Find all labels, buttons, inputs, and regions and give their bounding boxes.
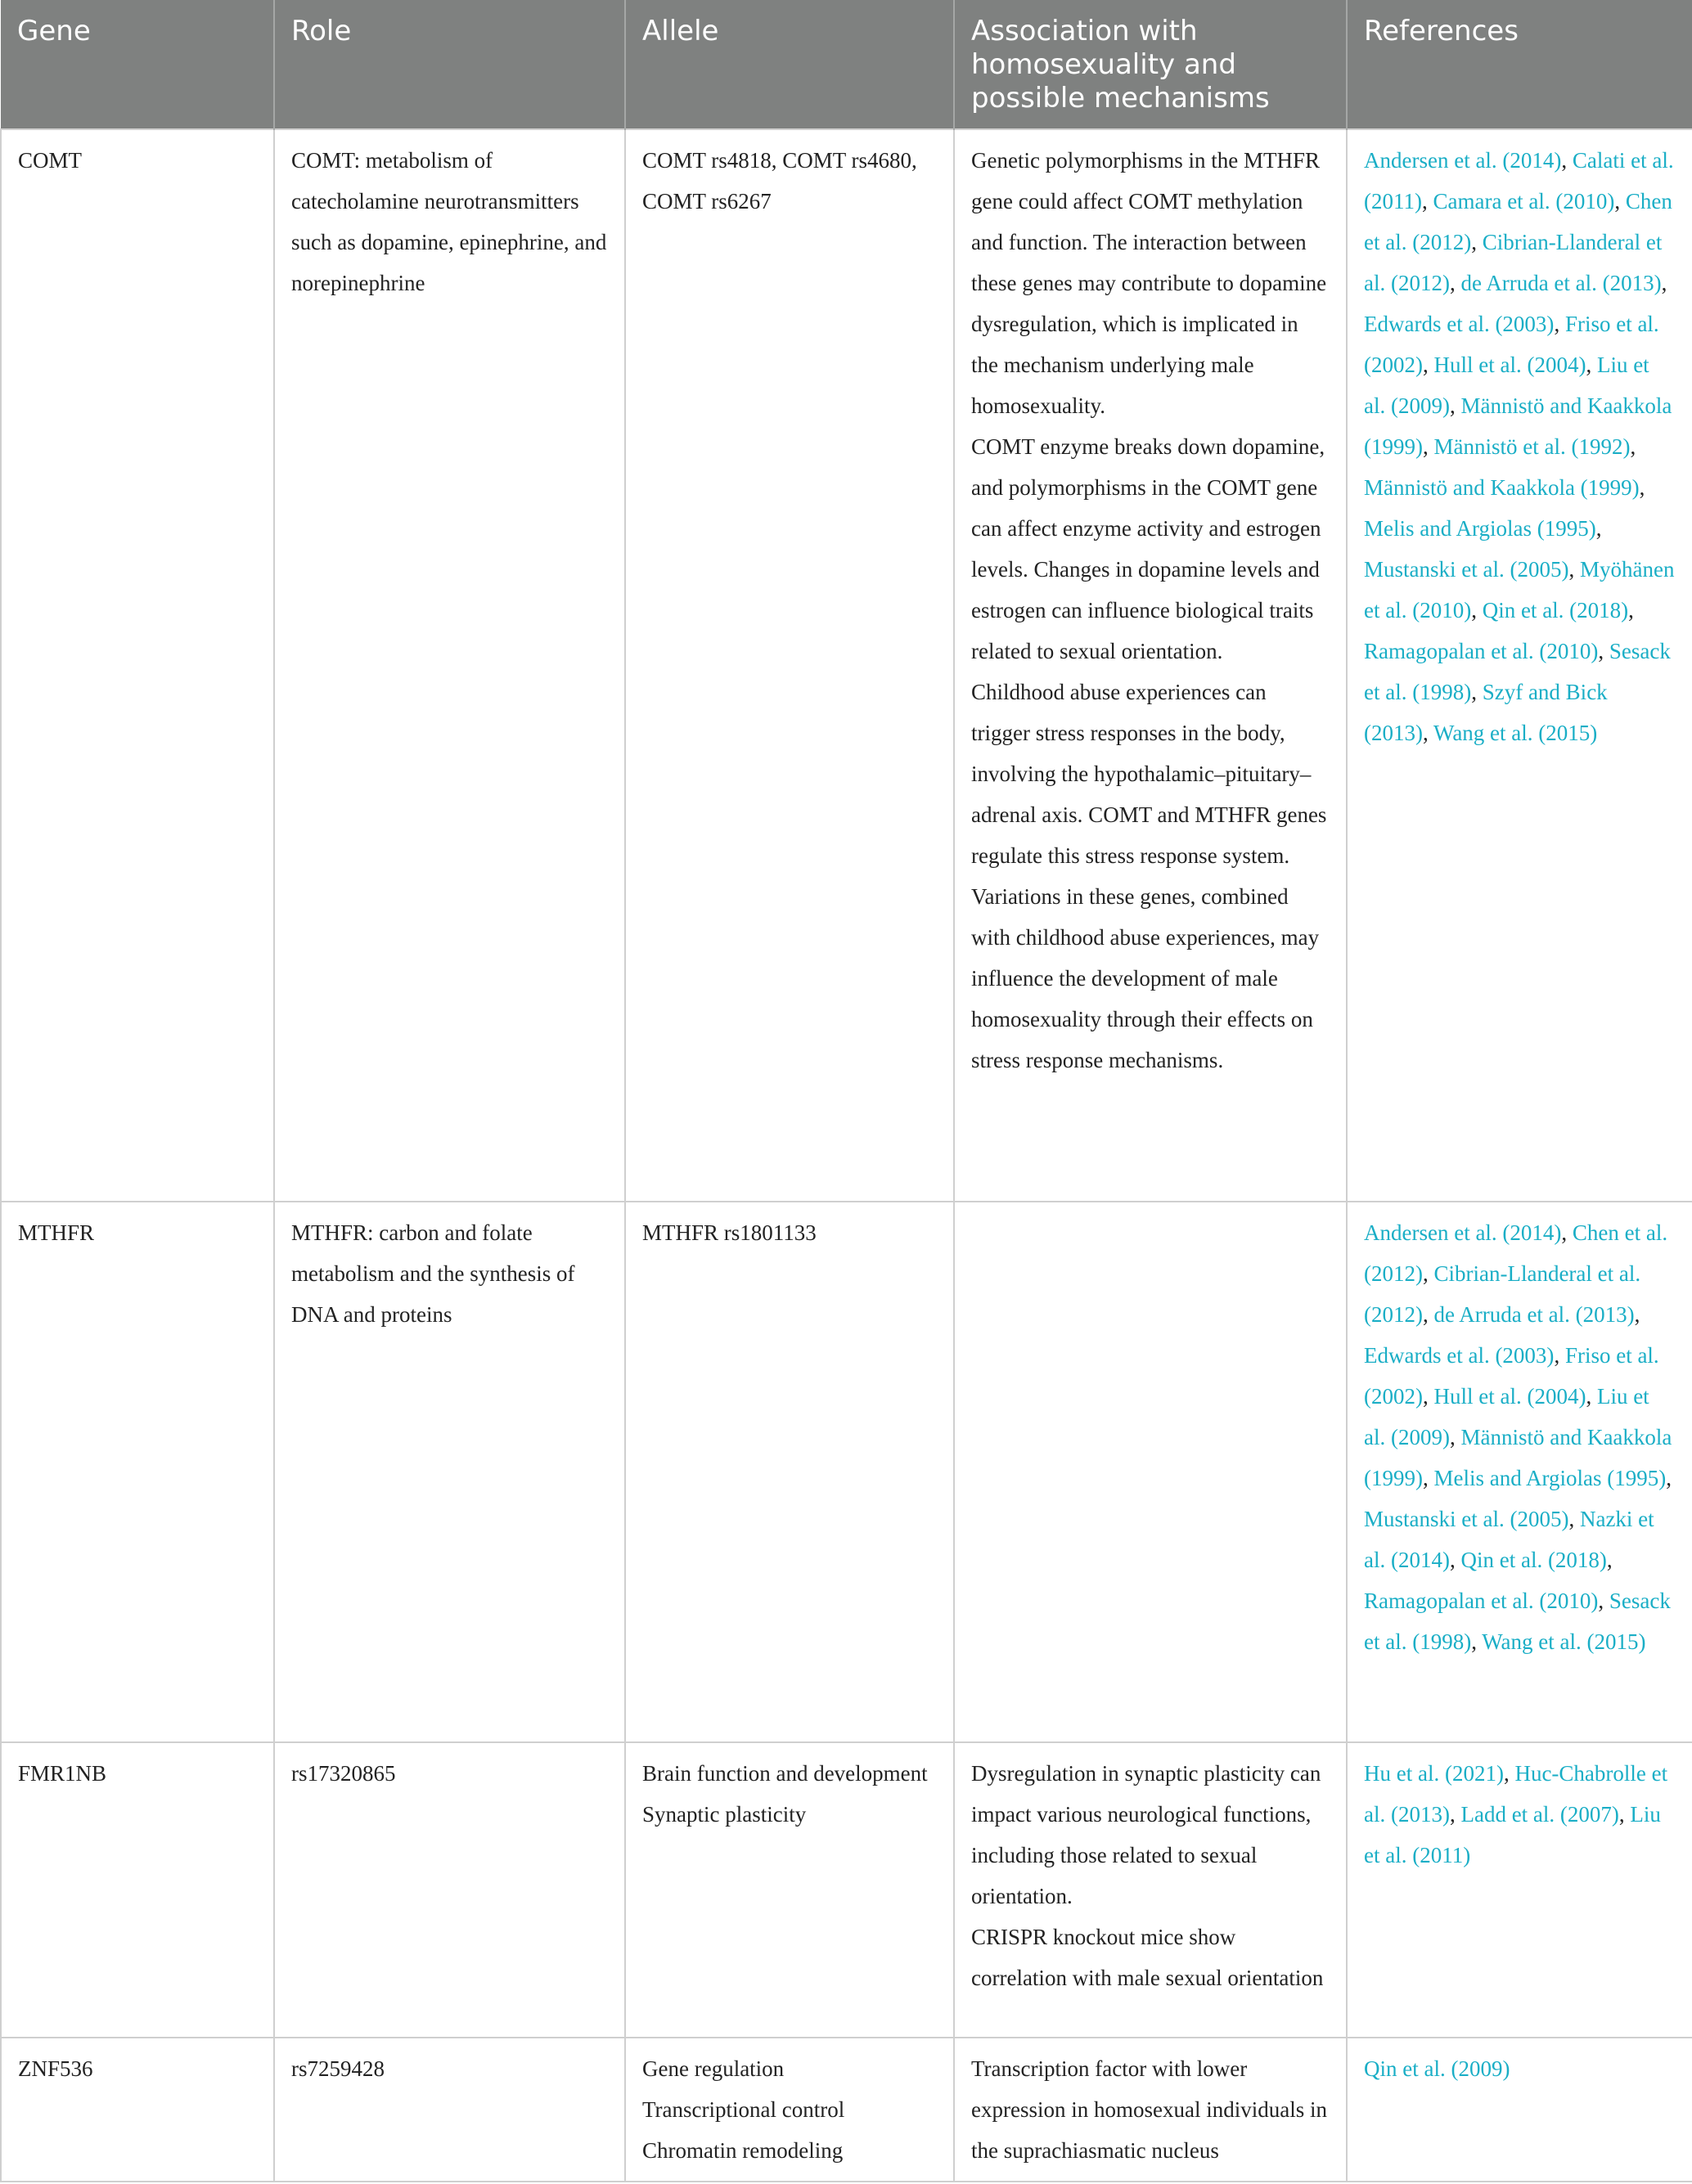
role-cell: [274, 2038, 625, 2182]
header-references: References: [1347, 0, 1692, 129]
gene-cell: [1, 2038, 274, 2182]
reference-separator: ,: [1630, 434, 1636, 459]
gene-cell: [1, 129, 274, 1202]
reference-separator: ,: [1471, 230, 1483, 254]
reference-link[interactable]: Andersen et al. (2014): [1364, 148, 1562, 173]
reference-link[interactable]: Chen et al. (2012): [1364, 1220, 1668, 1286]
association-cell: [954, 129, 1347, 1202]
allele-text: Chromatin remodeling: [642, 2138, 844, 2163]
reference-link[interactable]: Sesack et al. (1998): [1364, 639, 1671, 704]
reference-separator: ,: [1618, 1802, 1631, 1827]
table-row: [1, 1202, 1692, 1742]
reference-link[interactable]: Cibrian-Llanderal et al. (2012): [1364, 1261, 1641, 1327]
reference-separator: ,: [1422, 1384, 1434, 1409]
reference-separator: ,: [1586, 353, 1597, 377]
reference-separator: ,: [1422, 1466, 1434, 1490]
association-text: CRISPR knockout mice show correlation with male sexual orientation: [971, 1925, 1324, 1990]
reference-separator: ,: [1568, 1507, 1580, 1531]
reference-link[interactable]: Mustanski et al. (2005): [1364, 1507, 1569, 1531]
references-cell: [1347, 1742, 1692, 2038]
header-allele: Allele: [625, 0, 954, 129]
association-cell: [954, 1742, 1347, 2038]
allele-text: Synaptic plasticity: [642, 1802, 807, 1827]
association-text: COMT enzyme breaks down dopamine, and polymorphisms in the COMT gene can affect enzyme activity and estrogen levels. Changes in dopamine levels and estrogen can influence biological traits related to sexual orientation.: [971, 434, 1325, 663]
reference-link[interactable]: Huc-Chabrolle et al. (2013): [1364, 1761, 1668, 1827]
reference-separator: ,: [1422, 721, 1433, 745]
reference-separator: ,: [1449, 1802, 1461, 1827]
header-row: [1, 0, 1692, 129]
association-text: Transcription factor with lower expression in homosexual individuals in the suprachiasmatic nucleus: [971, 2056, 1327, 2163]
association-cell: [954, 1202, 1347, 1742]
reference-link[interactable]: Melis and Argiolas (1995): [1433, 1466, 1667, 1490]
reference-separator: ,: [1554, 312, 1565, 336]
association-cell: [954, 2038, 1347, 2182]
reference-separator: ,: [1628, 598, 1634, 622]
reference-separator: ,: [1586, 1384, 1597, 1409]
header-association: Association with homosexuality and possible mechanisms: [954, 0, 1347, 129]
reference-link[interactable]: Ladd et al. (2007): [1460, 1802, 1619, 1827]
allele-cell: [625, 1742, 954, 2038]
reference-separator: ,: [1422, 1302, 1434, 1327]
reference-link[interactable]: Melis and Argiolas (1995): [1364, 516, 1596, 541]
allele-text: COMT rs4818, COMT rs4680, COMT rs6267: [642, 148, 917, 213]
reference-link[interactable]: Hull et al. (2004): [1433, 353, 1586, 377]
reference-separator: ,: [1421, 189, 1433, 213]
reference-link[interactable]: Liu et al. (2009): [1364, 1384, 1649, 1449]
header-role: Role: [274, 0, 625, 129]
reference-link[interactable]: Männistö et al. (1992): [1433, 434, 1631, 459]
references-cell: [1347, 1202, 1692, 1742]
reference-separator: ,: [1449, 1425, 1461, 1449]
reference-link[interactable]: Cibrian-Llanderal et al. (2012): [1364, 230, 1663, 295]
association-text: Dysregulation in synaptic plasticity can impact various neurological functions, including those related to sexual orientation.: [971, 1761, 1321, 1908]
reference-separator: ,: [1449, 271, 1461, 295]
table-row: [1, 129, 1692, 1202]
role-cell: [274, 1202, 625, 1742]
reference-link[interactable]: Männistö and Kaakkola (1999): [1364, 1425, 1672, 1490]
reference-separator: ,: [1634, 1302, 1640, 1327]
reference-link[interactable]: Andersen et al. (2014): [1364, 1220, 1562, 1245]
reference-link[interactable]: Edwards et al. (2003): [1364, 1343, 1555, 1368]
gene-name: MTHFR: [18, 1220, 95, 1245]
role-text: MTHFR: carbon and folate metabolism and the synthesis of DNA and proteins: [291, 1220, 575, 1327]
reference-separator: ,: [1598, 1589, 1609, 1613]
reference-link[interactable]: Friso et al. (2002): [1364, 1343, 1659, 1409]
role-text: COMT: metabolism of catecholamine neurotransmitters such as dopamine, epinephrine, and norepinephrine: [291, 148, 607, 295]
header-gene: Gene: [1, 0, 274, 129]
reference-separator: ,: [1561, 1220, 1573, 1245]
reference-separator: ,: [1595, 516, 1602, 541]
reference-link[interactable]: Qin et al. (2018): [1460, 1548, 1607, 1572]
reference-separator: ,: [1561, 148, 1573, 173]
reference-link[interactable]: Mustanski et al. (2005): [1364, 557, 1569, 582]
gene-name: FMR1NB: [18, 1761, 107, 1786]
allele-text: MTHFR rs1801133: [642, 1220, 817, 1245]
reference-separator: ,: [1471, 598, 1483, 622]
reference-separator: ,: [1598, 639, 1609, 663]
allele-text: Gene regulation: [642, 2056, 785, 2081]
reference-link[interactable]: Hu et al. (2021): [1364, 1761, 1504, 1786]
reference-link[interactable]: Edwards et al. (2003): [1364, 312, 1555, 336]
reference-separator: ,: [1471, 680, 1483, 704]
allele-cell: [625, 2038, 954, 2182]
reference-link[interactable]: Camara et al. (2010): [1433, 189, 1615, 213]
allele-cell: [625, 129, 954, 1202]
reference-separator: ,: [1661, 271, 1667, 295]
reference-link[interactable]: Liu et al. (2011): [1364, 1802, 1661, 1867]
reference-separator: ,: [1606, 1548, 1613, 1572]
gene-cell: [1, 1202, 274, 1742]
reference-separator: ,: [1666, 1466, 1672, 1490]
references-cell: [1347, 2038, 1692, 2182]
role-text: rs17320865: [291, 1761, 396, 1786]
reference-link[interactable]: Calati et al. (2011): [1364, 148, 1674, 213]
gene-cell: [1, 1742, 274, 2038]
gene-name: COMT: [18, 148, 83, 173]
association-text: Genetic polymorphisms in the MTHFR gene could affect COMT methylation and function. The interaction between these genes may contribute to dopamine dysregulation, which is implicated in the mechanism underlying male homosexuality.: [971, 148, 1327, 418]
gene-name: ZNF536: [18, 2056, 93, 2081]
reference-link[interactable]: de Arruda et al. (2013): [1433, 1302, 1635, 1327]
role-cell: [274, 129, 625, 1202]
reference-separator: ,: [1471, 1629, 1483, 1654]
allele-text: Brain function and development: [642, 1761, 928, 1786]
reference-separator: ,: [1422, 434, 1434, 459]
reference-link[interactable]: Wang et al. (2015): [1482, 1629, 1646, 1654]
reference-link[interactable]: Männistö and Kaakkola (1999): [1364, 475, 1640, 500]
reference-separator: ,: [1449, 1548, 1461, 1572]
reference-link[interactable]: Szyf and Bick (2013): [1364, 680, 1608, 745]
reference-link[interactable]: Myöhänen et al. (2010): [1364, 557, 1675, 622]
references-cell: [1347, 129, 1692, 1202]
role-cell: [274, 1742, 625, 2038]
reference-separator: ,: [1503, 1761, 1515, 1786]
reference-separator: ,: [1449, 393, 1461, 418]
allele-text: Transcriptional control: [642, 2097, 845, 2122]
reference-link[interactable]: Männistö and Kaakkola (1999): [1364, 393, 1672, 459]
reference-link[interactable]: Chen et al. (2012): [1364, 189, 1672, 254]
reference-link[interactable]: Ramagopalan et al. (2010): [1364, 1589, 1599, 1613]
reference-link[interactable]: de Arruda et al. (2013): [1460, 271, 1662, 295]
reference-separator: ,: [1422, 1261, 1434, 1286]
reference-separator: ,: [1422, 353, 1434, 377]
reference-separator: ,: [1554, 1343, 1565, 1368]
reference-link[interactable]: Sesack et al. (1998): [1364, 1589, 1671, 1654]
reference-separator: ,: [1639, 475, 1645, 500]
reference-link[interactable]: Friso et al. (2002): [1364, 312, 1659, 377]
reference-separator: ,: [1568, 557, 1580, 582]
association-text: Childhood abuse experiences can trigger stress responses in the body, involving the hypothalamic–pituitary–adrenal axis. COMT and MTHFR genes regulate this stress response system. Variations in these genes, combined with childhood abuse experiences, may influence the development of male homosexuality through their effects on stress response mechanisms.: [971, 680, 1327, 1072]
table-row: [1, 1742, 1692, 2038]
reference-link[interactable]: Qin et al. (2018): [1482, 598, 1629, 622]
reference-link[interactable]: Hull et al. (2004): [1433, 1384, 1586, 1409]
reference-separator: ,: [1614, 189, 1626, 213]
allele-cell: [625, 1202, 954, 1742]
table-row: [1, 2038, 1692, 2182]
reference-link[interactable]: Nazki et al. (2014): [1364, 1507, 1654, 1572]
role-text: rs7259428: [291, 2056, 385, 2081]
reference-link[interactable]: Liu et al. (2009): [1364, 353, 1649, 418]
reference-link[interactable]: Wang et al. (2015): [1433, 721, 1598, 745]
reference-link[interactable]: Qin et al. (2009): [1364, 2056, 1510, 2081]
reference-link[interactable]: Ramagopalan et al. (2010): [1364, 639, 1599, 663]
